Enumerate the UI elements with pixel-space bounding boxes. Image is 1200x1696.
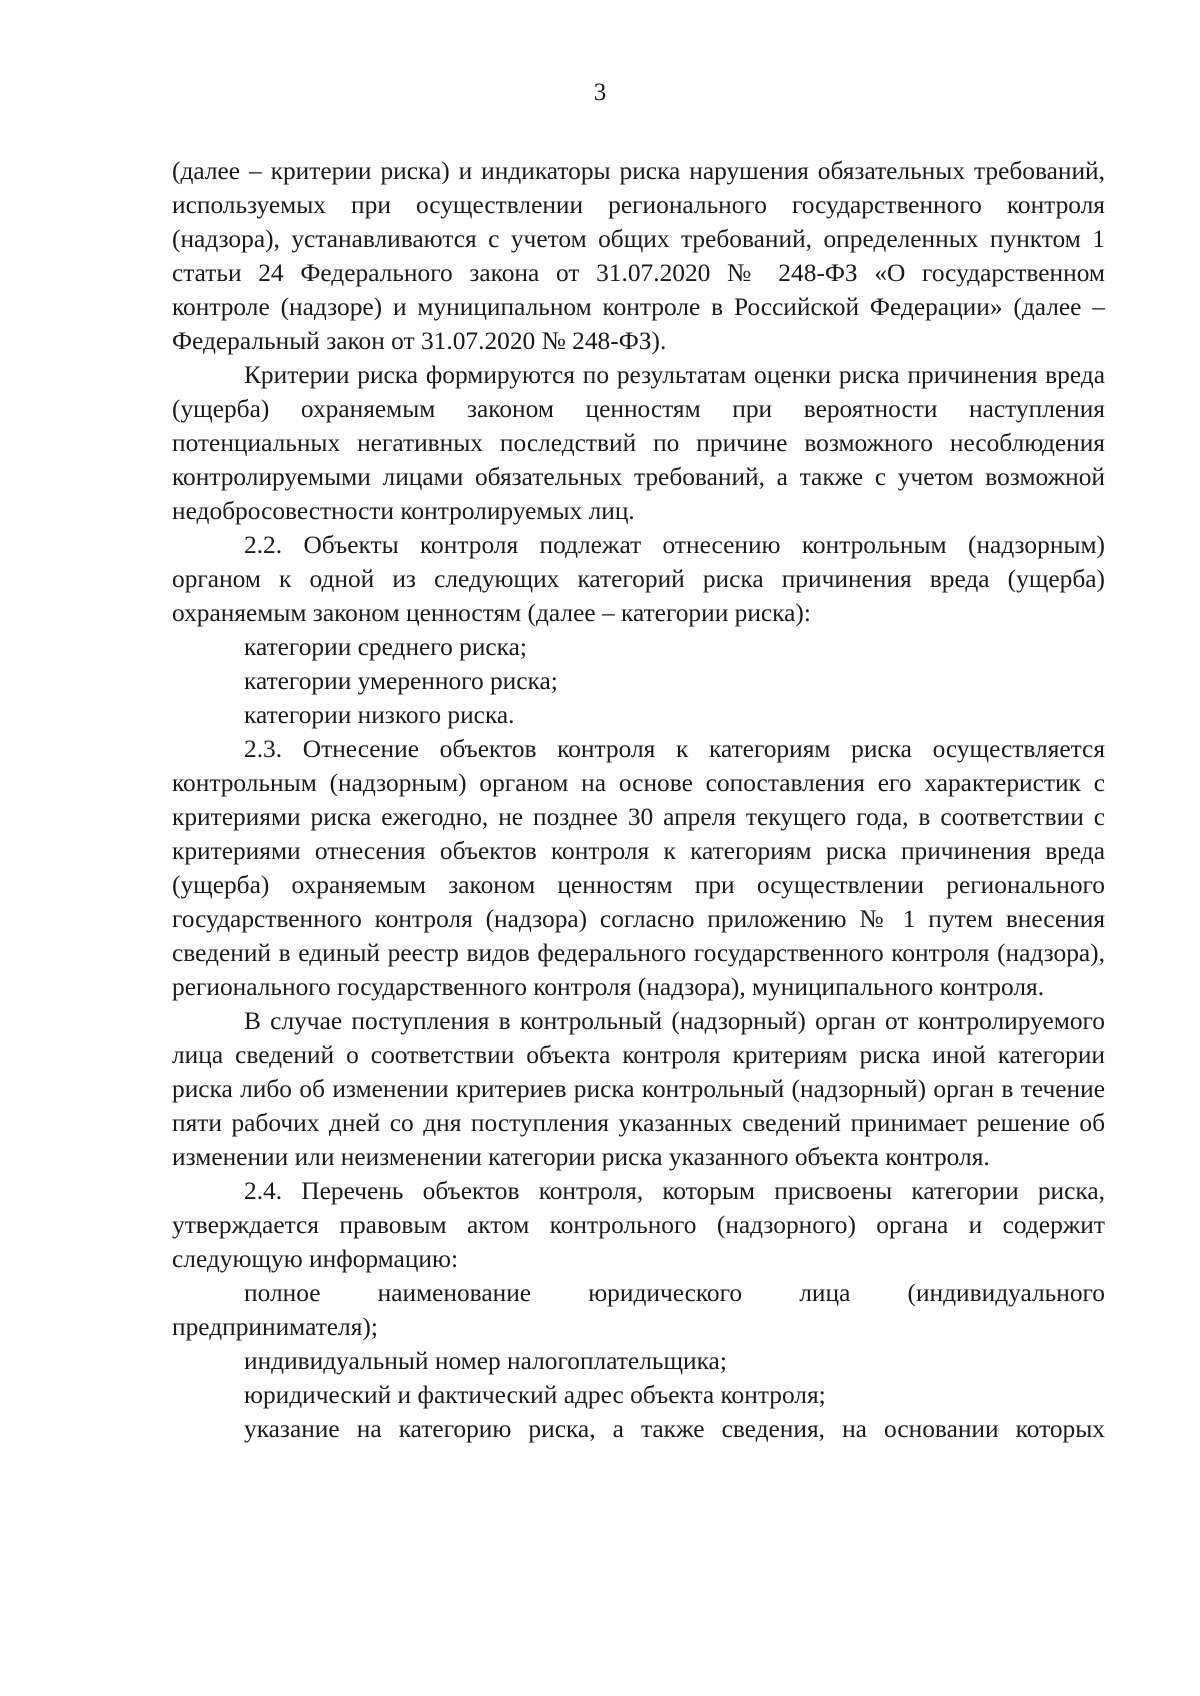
document-body — [172, 154, 1105, 1446]
list-item-moderate-risk: категории умеренного риска; — [244, 667, 558, 695]
list-item-medium-risk: категории среднего риска; — [244, 633, 527, 661]
paragraph-risk-change: В случае поступления в контрольный (надзорный) орган от контролируемого лица сведений о соответствии объекта контроля критериям риска иной категории риска либо об изменении критериев риска контрольный (надзорный) орган в течение пяти рабочих дней со дня поступления указанных сведений принимает решение об изменении или неизменении категории риска указанного объекта контроля. — [172, 1007, 1105, 1171]
list-item-address: юридический и фактический адрес объекта контроля; — [244, 1381, 826, 1409]
paragraph-2-3: 2.3. Отнесение объектов контроля к категориям риска осуществляется контрольным (надзорным) органом на основе сопоставления его характеристик с критериями риска ежегодно, не позднее 30 апреля текущего года, в соответствии с критериями отнесения объектов контроля к категориям риска причинения вреда (ущерба) охраняемым законом ценностям при осуществлении регионального государственного контроля (надзора) согласно приложению № 1 путем внесения сведений в единый реестр видов федерального государственного контроля (надзора), регионального государственного контроля (надзора), муниципального контроля. — [172, 735, 1105, 1001]
page-number: 3 — [593, 79, 607, 106]
paragraph-continuation: (далее – критерии риска) и индикаторы риска нарушения обязательных требований, используемых при осуществлении регионального государственного контроля (надзора), устанавливаются с учетом общих требований, определенных пунктом 1 статьи 24 Федерального закона от 31.07.2020 № 248-ФЗ «О государственном контроле (надзоре) и муниципальном контроле в Российской Федерации» (далее – Федеральный закон от 31.07.2020 № 248-ФЗ). — [172, 157, 1105, 355]
paragraph-2-2: 2.2. Объекты контроля подлежат отнесению контрольным (надзорным) органом к одной из следующих категорий риска причинения вреда (ущерба) охраняемым законом ценностям (далее – категории риска): — [172, 531, 1105, 627]
paragraph-risk-criteria: Критерии риска формируются по результатам оценки риска причинения вреда (ущерба) охраняемым законом ценностям при вероятности наступления потенциальных негативных последствий по причине возможного несоблюдения контролируемыми лицами обязательных требований, а также с учетом возможной недобросовестности контролируемых лиц. — [172, 361, 1105, 525]
list-item-tax-number: индивидуальный номер налогоплательщика; — [244, 1347, 727, 1375]
paragraph-2-4: 2.4. Перечень объектов контроля, которым присвоены категории риска, утверждается правовым актом контрольного (надзорного) органа и содержит следующую информацию: — [172, 1177, 1105, 1273]
list-item-low-risk: категории низкого риска. — [244, 701, 515, 729]
list-item-risk-category: указание на категорию риска, а также сведения, на основании которых — [244, 1415, 1105, 1443]
list-item-full-name: полное наименование юридического лица (индивидуального предпринимателя); — [172, 1279, 1105, 1341]
